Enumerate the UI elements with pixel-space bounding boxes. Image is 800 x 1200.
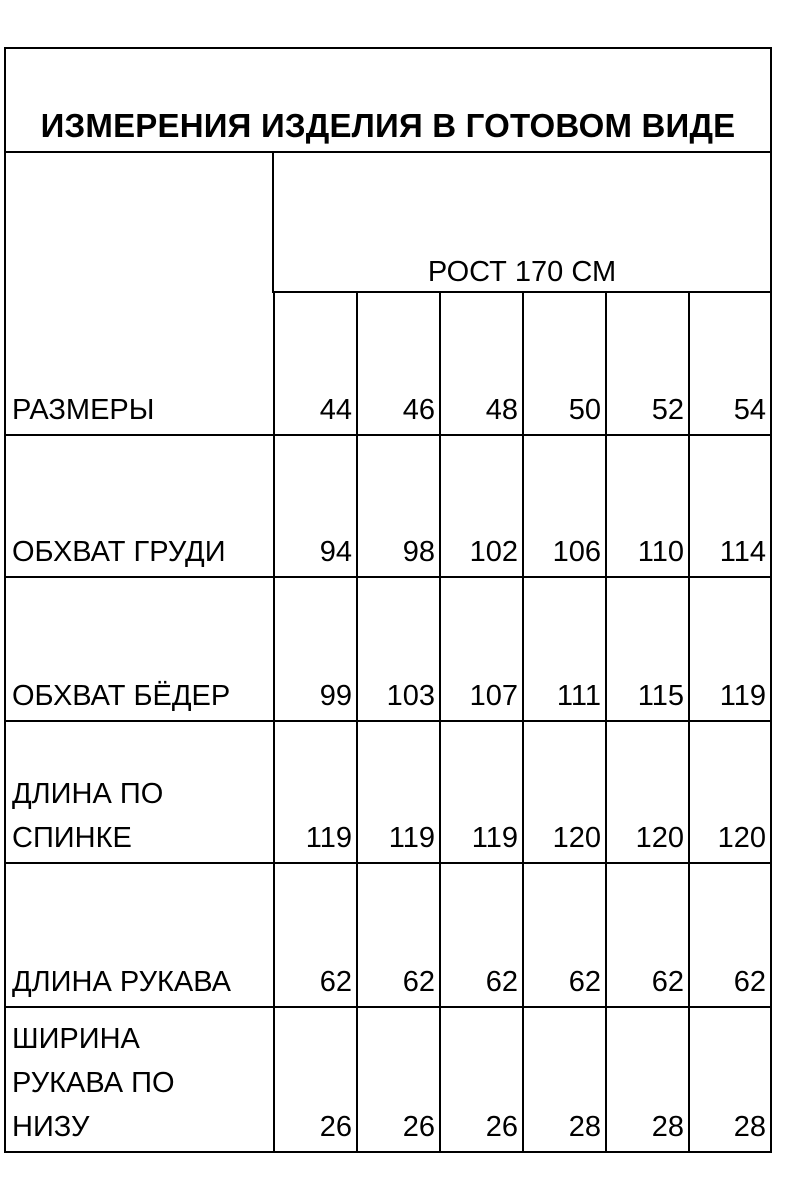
value-cell: 48: [440, 293, 523, 435]
value-cell: 94: [274, 435, 357, 577]
table-row: [6, 1007, 770, 1151]
value-cell: 52: [606, 293, 689, 435]
value-cell: 106: [523, 435, 606, 577]
row-label: ДЛИНА ПО СПИНКЕ: [12, 778, 164, 854]
row-label: ОБХВАТ БЁДЕР: [12, 680, 231, 712]
value-cell: 98: [357, 435, 440, 577]
value-cell: 54: [689, 293, 770, 435]
value-cell: 62: [689, 863, 770, 1007]
value-cell: 120: [606, 721, 689, 863]
value-cell: 119: [274, 721, 357, 863]
value-cell: 119: [440, 721, 523, 863]
table-row: [6, 863, 770, 1007]
row-label-cell: [6, 577, 274, 721]
table-row: [6, 293, 770, 435]
size-chart: [4, 47, 772, 1153]
value-cell: 111: [523, 577, 606, 721]
title-row: [6, 49, 770, 153]
value-cell: 114: [689, 435, 770, 577]
value-cell: 26: [357, 1007, 440, 1151]
value-cell: 119: [689, 577, 770, 721]
value-cell: 26: [440, 1007, 523, 1151]
value-cell: 28: [689, 1007, 770, 1151]
row-label: РАЗМЕРЫ: [12, 394, 155, 426]
height-label: РОСТ 170 СМ: [427, 256, 617, 288]
value-cell: 62: [440, 863, 523, 1007]
value-cell: 28: [606, 1007, 689, 1151]
value-cell: 62: [274, 863, 357, 1007]
value-cell: 115: [606, 577, 689, 721]
value-cell: 99: [274, 577, 357, 721]
value-cell: 103: [357, 577, 440, 721]
row-label: ДЛИНА РУКАВА: [12, 966, 231, 998]
value-cell: 107: [440, 577, 523, 721]
row-label: ОБХВАТ ГРУДИ: [12, 536, 226, 568]
value-cell: 28: [523, 1007, 606, 1151]
row-label-cell: [6, 435, 274, 577]
value-cell: 120: [523, 721, 606, 863]
row-label-cell: [6, 863, 274, 1007]
table-row: [6, 435, 770, 577]
value-cell: 44: [274, 293, 357, 435]
value-cell: 119: [357, 721, 440, 863]
value-cell: 102: [440, 435, 523, 577]
value-cell: 62: [357, 863, 440, 1007]
value-cell: 46: [357, 293, 440, 435]
page-title: ИЗМЕРЕНИЯ ИЗДЕЛИЯ В ГОТОВОМ ВИДЕ: [40, 107, 736, 144]
row-label-cell: [6, 293, 274, 435]
row-label: ШИРИНА РУКАВА ПО НИЗУ: [12, 1023, 175, 1143]
value-cell: 120: [689, 721, 770, 863]
height-label-cell: [274, 151, 770, 293]
value-cell: 62: [606, 863, 689, 1007]
measurements-table: [6, 293, 770, 1151]
value-cell: 110: [606, 435, 689, 577]
row-label-cell: [6, 721, 274, 863]
value-cell: 26: [274, 1007, 357, 1151]
table-row: [6, 721, 770, 863]
value-cell: 50: [523, 293, 606, 435]
value-cell: 62: [523, 863, 606, 1007]
header-empty-cell: [6, 151, 274, 293]
table-row: [6, 577, 770, 721]
row-label-cell: [6, 1007, 274, 1151]
